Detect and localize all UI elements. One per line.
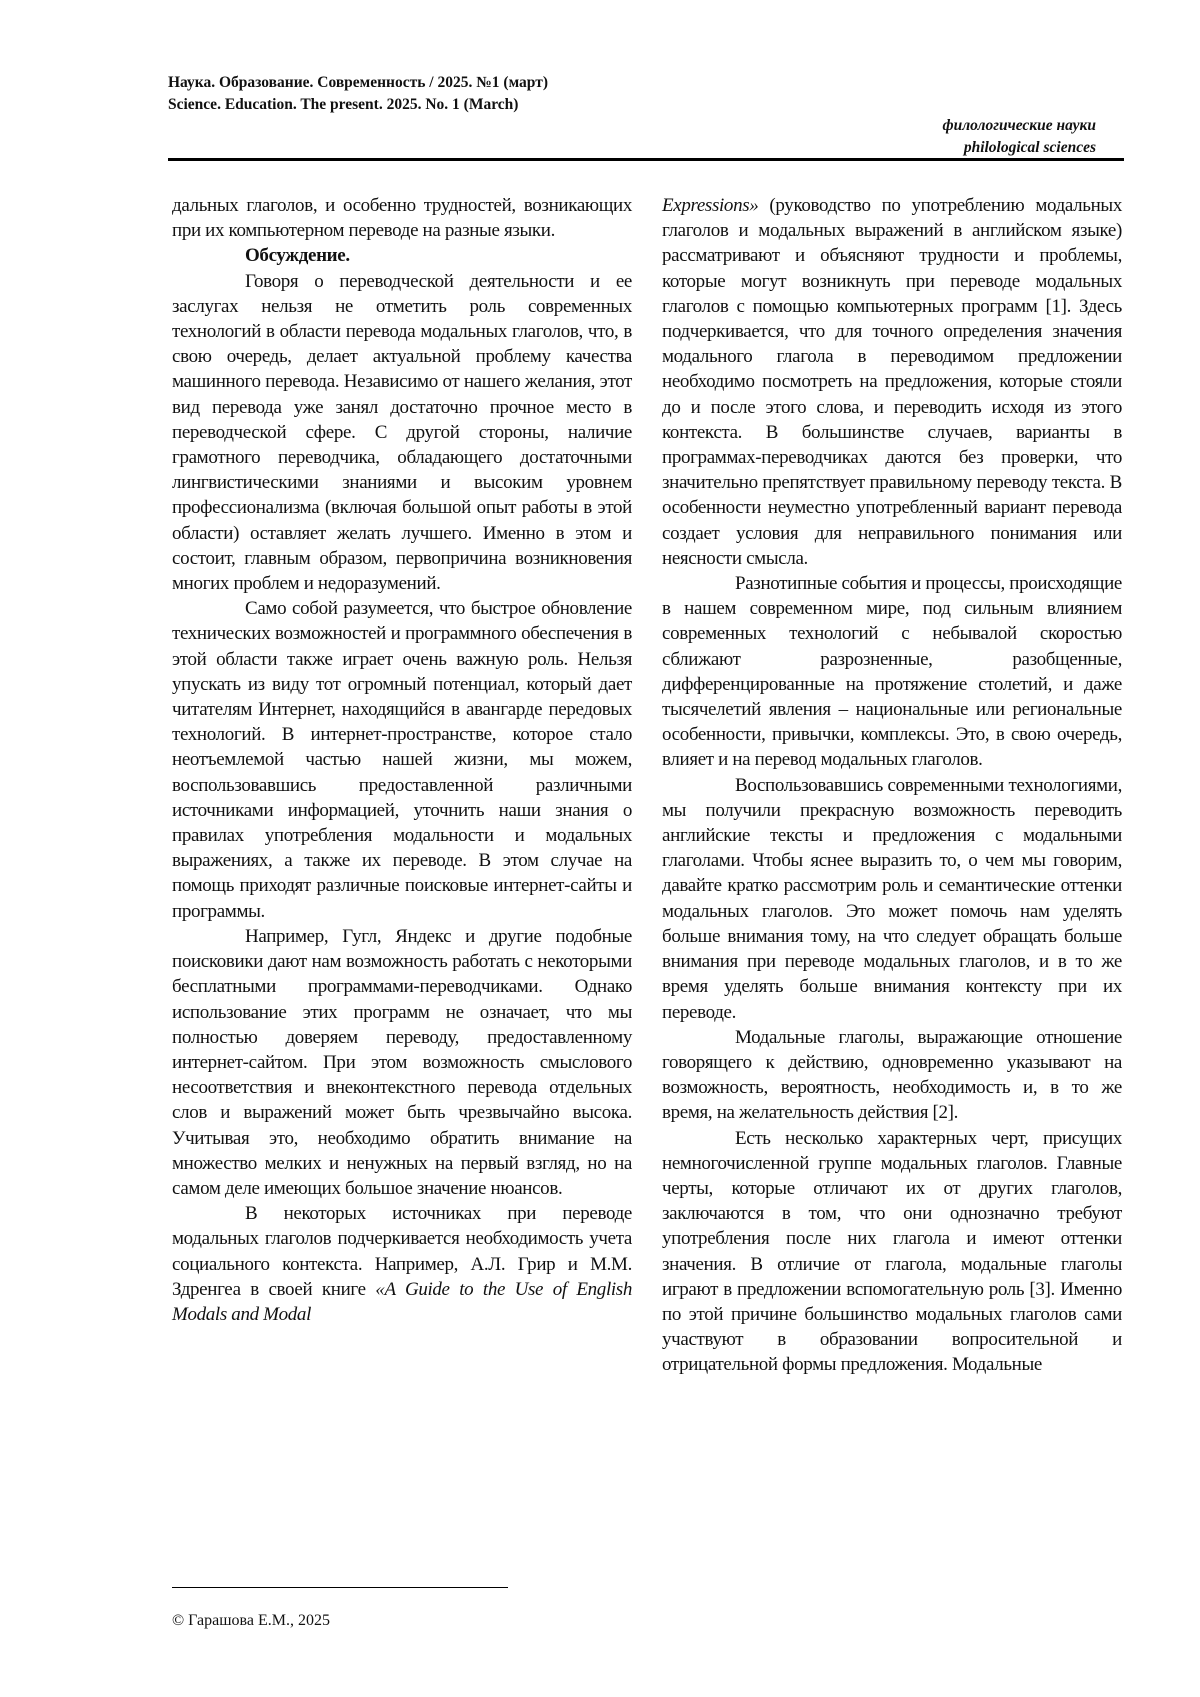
book-title: «A Guide to the Use of English Modals and Modal bbox=[172, 1278, 633, 1325]
paragraph: Модальные глаголы, выражающие отношение говорящего к действию, одновременно указывают на возможность, вероятность, необходимость и, в то же время, на желательность действия [2]. bbox=[662, 1026, 1122, 1124]
section-header bbox=[942, 115, 1096, 159]
left-column bbox=[172, 193, 632, 1327]
copyright-footnote: © Гарашова Е.М., 2025 bbox=[172, 1612, 330, 1629]
section-heading: Обсуждение. bbox=[245, 245, 350, 267]
paragraph: Например, Гугл, Яндекс и другие подобные поисковики дают нам возможность работать с некоторыми бесплатными программами-переводчиками. Однако использование этих программ не означает, что мы полностью доверяем переводу, предоставленному интернет-сайтом. При этом возможность смыслового несоответствия и внеконтекстного перевода отдельных слов и выражений может быть чрезвычайно высока. Учитывая это, необходимо обратить внимание на множество мелких и ненужных на первый взгляд, но на самом деле имеющих большое значение нюансов. bbox=[172, 925, 632, 1199]
header-divider bbox=[168, 158, 1124, 161]
paragraph: дальных глаголов, и особенно трудностей, возникающих при их компьютерном переводе на разные языки. bbox=[172, 195, 632, 242]
paragraph: Говоря о переводческой деятельности и ее заслугах нельзя не отметить роль современных технологий в области перевода модальных глаголов, что, в свою очередь, делает актуальной проблему качества машинного перевода. Независимо от нашего желания, этот вид перевода уже занял достаточно прочное место в переводческой сфере. С другой стороны, наличие грамотного переводчика, обладающего достаточными лингвистическими знаниями и высоким уровнем профессионализма (включая большой опыт работы в этой области) оставляет желать лучшего. Именно в этом и состоит, главным образом, первопричина возникновения многих проблем и недоразумений. bbox=[172, 270, 632, 595]
journal-title-ru: Наука. Образование. Современность / 2025. №1 (март) bbox=[168, 74, 548, 91]
paragraph: Есть несколько характерных черт, присущих немногочисленной группе модальных глаголов. Главные черты, которые отличают их от других глаголов, заключаются в том, что они однозначно требуют употребления после них глагола и имеют оттенки значения. В отличие от глагола, модальные глаголы играют в предложении вспомогательную роль [3]. Именно по этой причине большинство модальных глаголов сами участвуют в образовании вопросительной и отрицательной формы предложения. Модальные bbox=[662, 1127, 1122, 1376]
right-column bbox=[662, 193, 1122, 1378]
footnote-divider bbox=[172, 1587, 508, 1588]
paragraph: Воспользовавшись современными технологиями, мы получили прекрасную возможность переводить английские тексты и предложения с модальными глаголами. Чтобы яснее выразить то, о чем мы говорим, давайте кратко рассмотрим роль и семантические оттенки модальных глаголов. Это может помочь нам уделять больше внимания тому, на что следует обращать больше внимания при переводе модальных глаголов, и в то же время уделять больше внимания контексту при их переводе. bbox=[662, 774, 1122, 1023]
paragraph-text: В некоторых источниках при переводе модальных глаголов подчеркивается необходимость учета социального контекста. Например, А.Л. Грир и М.М. Здренгеа в своей книге bbox=[172, 1203, 632, 1300]
paragraph-text: (руководство по употреблению модальных глаголов и модальных выражений в английском языке) рассматривают и объясняют трудности и проблемы, которые могут возникнуть при переводе модальных глаголов с помощью компьютерных программ [1]. Здесь подчеркивается, что для точного определения значения модального глагола в переводимом предложении необходимо посмотреть на предложения, которые стояли до и после этого слова, и переводить исходя из этого контекста. В большинстве случаев, варианты в программах-переводчиках даются без проверки, что значительно препятствует правильному переводу текста. В особенности неуместно употребленный вариант перевода создает условия для неправильного понимания или неясности смысла. bbox=[662, 195, 1122, 569]
journal-header bbox=[168, 72, 548, 116]
paragraph bbox=[662, 193, 1122, 571]
book-title: Expressions» bbox=[662, 195, 759, 216]
paragraph: Само собой разумеется, что быстрое обновление технических возможностей и программного обеспечения в этой области также играет очень важную роль. Нельзя упускать из виду тот огромный потенциал, который дает читателям Интернет, находящийся в авангарде передовых технологий. В интернет-пространстве, которое стало неотъемлемой частью нашей жизни, мы можем, воспользовавшись предоставленной различными источниками информацией, уточнить наши знания о правилах употребления модальности и модальных выражениях, а также их переводе. В этом случае на помощь приходят различные поисковые интернет-сайты и программы. bbox=[172, 598, 632, 922]
paragraph bbox=[172, 1201, 632, 1327]
section-title-ru: филологические науки bbox=[942, 117, 1096, 134]
paragraph: Разнотипные события и процессы, происходящие в нашем современном мире, под сильным влиянием современных технологий с небывалой скоростью сближают разрозненные, разобщенные, дифференцированные на протяжение столетий, и даже тысячелетий явления – национальные или региональные особенности, привычки, комплексы. Это, в свою очередь, влияет и на перевод модальных глаголов. bbox=[662, 573, 1122, 771]
journal-title-en: Science. Education. The present. 2025. No. 1 (March) bbox=[168, 96, 519, 113]
section-title-en: philological sciences bbox=[963, 139, 1096, 156]
